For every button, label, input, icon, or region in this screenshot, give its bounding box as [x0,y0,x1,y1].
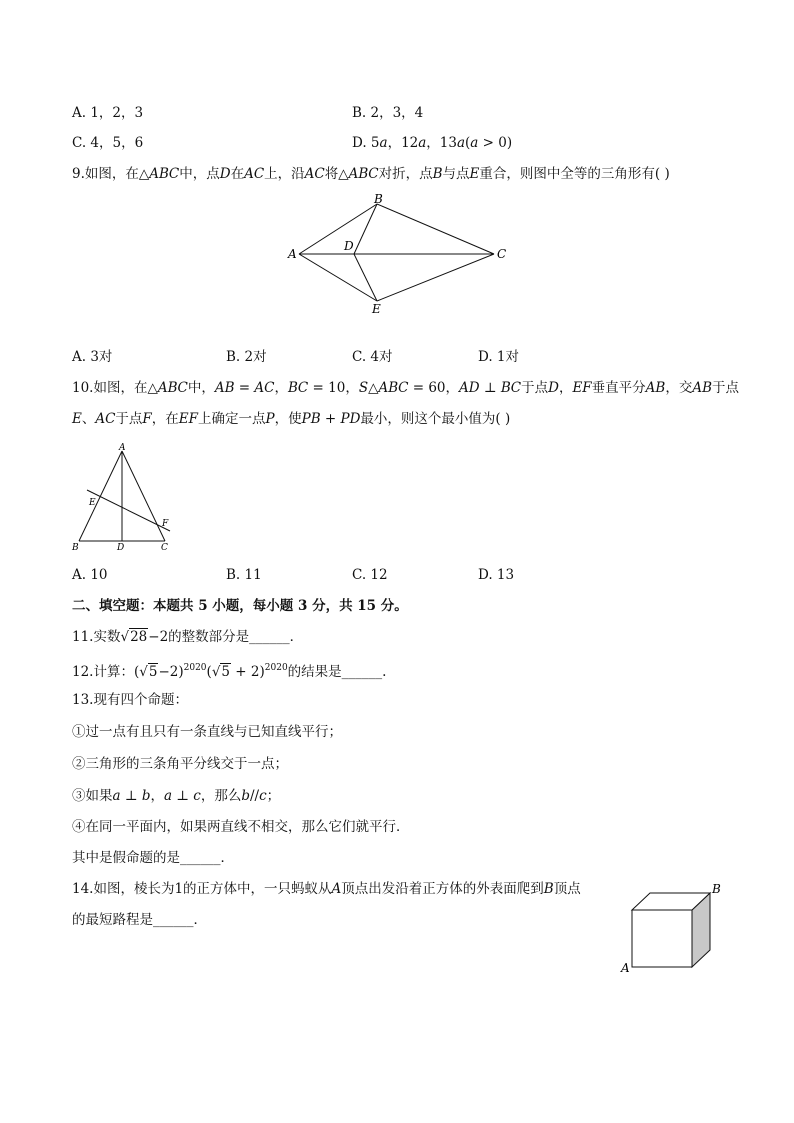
q13-item-1: ①过一点有且只有一条直线与已知直线平行； [72,724,342,740]
q8-option-b: B. 2，3，4 [352,105,424,121]
q10-option-d: D. 13 [478,567,515,583]
q11-stem: 11.实数√28−2的整数部分是______． [72,629,304,645]
q9-label-a: A [288,247,297,261]
q10-label-e: E [89,498,96,508]
q13-item-2: ②三角形的三条角平分线交于一点； [72,756,288,772]
q10-option-c: C. 12 [352,567,388,583]
q9-label-c: C [497,247,507,261]
q9-option-a: A. 3对 [72,349,113,365]
q13-answer-line: 其中是假命题的是______． [72,850,234,866]
q9-label-e: E [372,302,381,316]
q9-option-b: B. 2对 [226,349,267,365]
q12-stem: 12.计算：$(√5-2)^{2020}(√5 + 2)^{2020}$的结果是______. [72,663,387,680]
q9-option-c: C. 4对 [352,349,393,365]
q13-stem: 13.现有四个命题： [72,692,188,708]
q9-label-d: D [344,239,354,253]
q10-label-b: B [72,543,79,553]
q9-label-b: B [374,192,383,206]
q9-stem: 9.如图，在△𝐴𝐵𝐶中，点𝐷在𝐴𝐶上，沿𝐴𝐶将△𝐴𝐵𝐶对折，点𝐵与点𝐸重合，则图中全等的三角形有( ) [72,166,670,182]
q14-label-b: B [712,882,721,896]
q13-item-3: ③如果𝑎 ⊥ 𝑏，𝑎 ⊥ 𝑐，那么𝑏//𝑐； [72,788,281,804]
q13-item-4: ④在同一平面内，如果两直线不相交，那么它们就平行． [72,819,410,835]
q10-option-a: A. 10 [72,567,108,583]
q14-stem-line1: 14.如图，棱长为1的正方体中，一只蚂蚁从𝐴顶点出发沿着正方体的外表面爬到𝐵顶点 [72,881,581,897]
q8-option-c: C. 4，5，6 [72,135,144,151]
section-heading-fill-in: 二、填空题：本题共 5 小题，每小题 3 分，共 15 分。 [72,598,408,614]
q10-option-b: B. 11 [226,567,262,583]
q9-option-d: D. 1对 [478,349,520,365]
q10-figure-triangle [68,440,180,555]
q14-figure-cube [616,876,726,976]
q10-label-c: C [161,543,168,553]
q11-radicand: 28 [130,629,148,645]
q14-stem-line2: 的最短路程是______． [72,912,207,928]
q10-stem-line2: 𝐸、𝐴𝐶于点𝐹，在𝐸𝐹上确定一点𝑃，使𝑃𝐵 + 𝑃𝐷最小，则这个最小值为( ) [72,411,511,427]
q10-label-f: F [162,519,169,529]
q14-label-a: A [621,961,630,975]
q10-label-d: D [117,543,125,553]
q8-option-a: A. 1，2，3 [72,105,144,121]
q10-label-a: A [119,443,126,453]
q8-option-d: D. 5𝑎，12𝑎，13𝑎(𝑎 > 0) [352,135,513,151]
q10-stem-line1: 10.如图，在△𝐴𝐵𝐶中，𝐴𝐵 = 𝐴𝐶，𝐵𝐶 = 10，𝑆△𝐴𝐵𝐶 = 60，𝐴𝐷 ⊥ 𝐵𝐶于点𝐷，𝐸𝐹垂直平分𝐴𝐵，交𝐴𝐵于点 [72,380,740,396]
q9-figure-kite [285,190,510,318]
